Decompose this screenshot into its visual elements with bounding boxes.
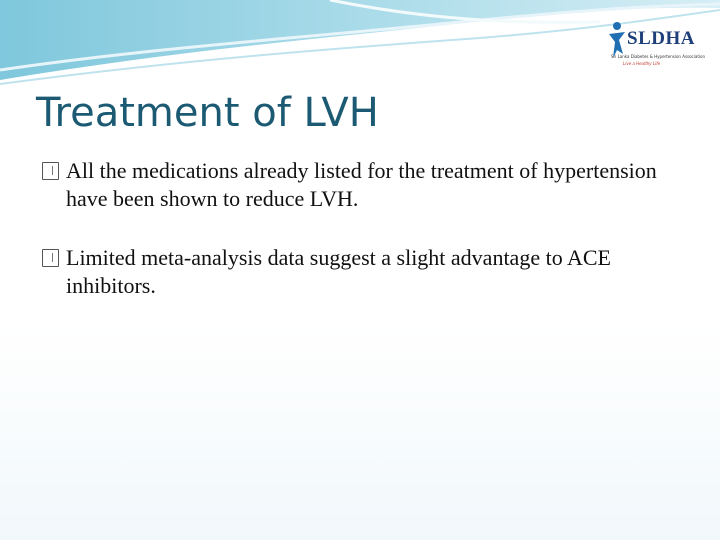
bullet-text: Limited meta-analysis data suggest a slight advantage to ACE inhibitors. <box>66 245 611 298</box>
bullet-item <box>42 157 682 213</box>
bullet-text: All the medications already listed for the treatment of hypertension have been shown to reduce LVH. <box>66 158 657 211</box>
slide-title: Treatment of LVH <box>36 90 379 136</box>
logo-name: SLDHA <box>627 28 695 49</box>
bullet-marker-icon <box>42 162 59 180</box>
bullet-list <box>42 157 682 331</box>
bullet-item <box>42 244 682 300</box>
sldha-logo <box>605 20 705 76</box>
logo-tagline: Sri Lanka Diabetes & Hypertension Association <box>611 54 705 59</box>
bullet-marker-icon <box>42 249 59 267</box>
logo-subtag: Live a Healthy Life <box>623 61 661 66</box>
